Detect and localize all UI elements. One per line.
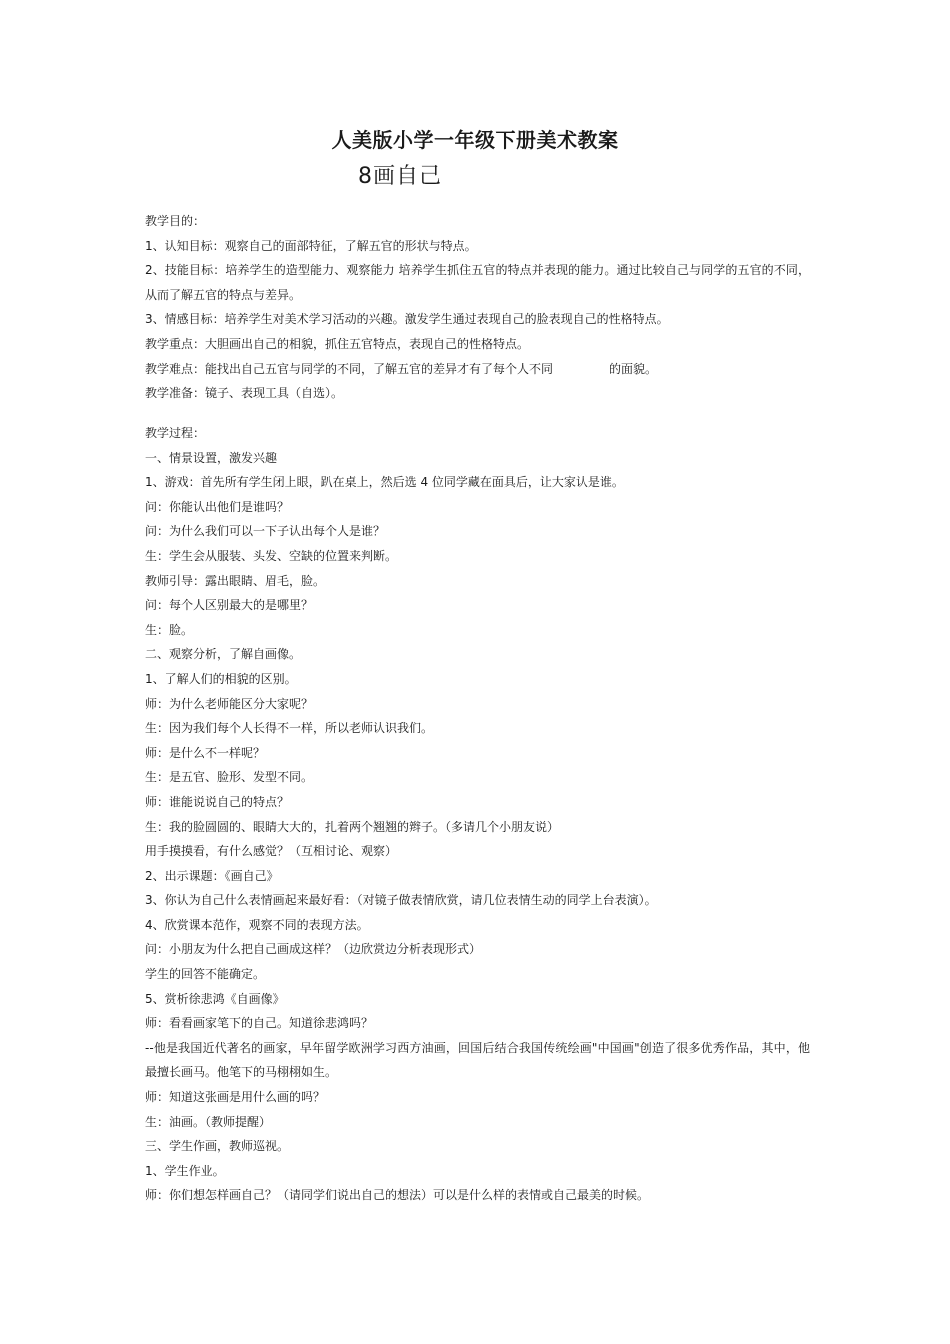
lesson-title: 8画自己	[358, 164, 442, 189]
paragraph-line: 教学重点：大胆画出自己的相貌，抓住五官特点，表现自己的性格特点。	[145, 336, 530, 351]
paragraph-line: 教学目的：	[145, 214, 206, 228]
paragraph-line: 生：因为我们每个人长得不一样，所以老师认识我们。	[145, 721, 434, 736]
paragraph-line: 教学准备：镜子、表现工具（自选）。	[145, 386, 344, 401]
paragraph-line: 二、观察分析，了解自画像。	[145, 647, 302, 662]
paragraph-line: 问：为什么我们可以一下子认出每个人是谁？	[145, 524, 386, 539]
paragraph-line: 2、技能目标：培养学生的造型能力、观察能力 培养学生抓住五官的特点并表现的能力。通过比较自己与同学的五官的不同，从而了解五官的特点与差异。	[145, 263, 810, 302]
paragraph-line: 用手摸摸看，有什么感觉？（互相讨论、观察）	[145, 844, 398, 859]
paragraph-line: 1、了解人们的相貌的区别。	[145, 671, 297, 686]
paragraph-line: 生：我的脸圆圆的、眼睛大大的，扎着两个翘翘的辫子。（多请几个小朋友说）	[145, 819, 560, 834]
paragraph-line: 问：小朋友为什么把自己画成这样？（边欣赏边分析表现形式）	[145, 942, 482, 957]
paragraph-line: 5、赏析徐悲鸿《自画像》	[145, 991, 285, 1006]
paragraph-line: 问：你能认出他们是谁吗？	[145, 499, 290, 514]
paragraph-line: 生：是五官、脸形、发型不同。	[145, 770, 314, 785]
paragraph-line: 生：学生会从服装、头发、空缺的位置来判断。	[145, 548, 398, 563]
paragraph-line: 三、学生作画，教师巡视。	[145, 1139, 290, 1154]
paragraph-line: 问：每个人区别最大的是哪里？	[145, 598, 314, 613]
paragraph-line: 师：谁能说说自己的特点？	[145, 794, 290, 809]
paragraph-line: 3、情感目标：培养学生对美术学习活动的兴趣。激发学生通过表现自己的脸表现自己的性格特点。	[145, 312, 669, 327]
difficulty-text-part2: 的面貌。	[609, 361, 658, 376]
paragraph-line: 师：为什么老师能区分大家呢？	[145, 696, 314, 711]
paragraph-line: 1、学生作业。	[145, 1163, 225, 1178]
paragraph-line: 师：是什么不一样呢？	[145, 745, 266, 760]
teaching-goals-section	[145, 209, 810, 406]
paragraph-line: 1、游戏：首先所有学生闭上眼，趴在桌上，然后选 4 位同学藏在面具后，让大家认是谁。	[145, 475, 624, 490]
difficulty-text-part1: 教学难点：能找出自己五官与同学的不同，了解五官的差异才有了每个人不同	[145, 361, 554, 376]
teaching-difficulty-line	[145, 357, 810, 382]
paragraph-line: 师：知道这张画是用什么画的吗？	[145, 1090, 326, 1105]
paragraph-line: 师：看看画家笔下的自己。知道徐悲鸿吗？	[145, 1016, 374, 1031]
paragraph-line: 3、你认为自己什么表情画起来最好看：（对镜子做表情欣赏，请几位表情生动的同学上台表演）。	[145, 893, 657, 908]
paragraph-line: 生：脸。	[145, 622, 194, 637]
teaching-process-section	[145, 421, 810, 1208]
paragraph-line: 教师引导：露出眼睛、眉毛，脸。	[145, 573, 326, 588]
paragraph-line: 一、情景设置，激发兴趣	[145, 450, 278, 465]
paragraph-line: 1、认知目标：观察自己的面部特征，了解五官的形状与特点。	[145, 238, 477, 253]
paragraph-line: 2、出示课题：《画自己》	[145, 868, 279, 883]
paragraph-line: --他是我国近代著名的画家，早年留学欧洲学习西方油画，回国后结合我国传统绘画"中国画"创造了很多优秀作品，其中，他最擅长画马。他笔下的马栩栩如生。	[145, 1040, 810, 1080]
paragraph-line: 教学过程：	[145, 426, 206, 440]
paragraph-line: 生：油画。（教师提醒）	[145, 1114, 272, 1129]
document-title: 人美版小学一年级下册美术教案	[331, 128, 619, 152]
paragraph-line: 4、欣赏课本范作，观察不同的表现方法。	[145, 917, 369, 932]
paragraph-line: 师：你们想怎样画自己？（请同学们说出自己的想法）可以是什么样的表情或自己最美的时候。	[145, 1188, 650, 1203]
paragraph-line: 学生的回答不能确定。	[145, 967, 266, 982]
